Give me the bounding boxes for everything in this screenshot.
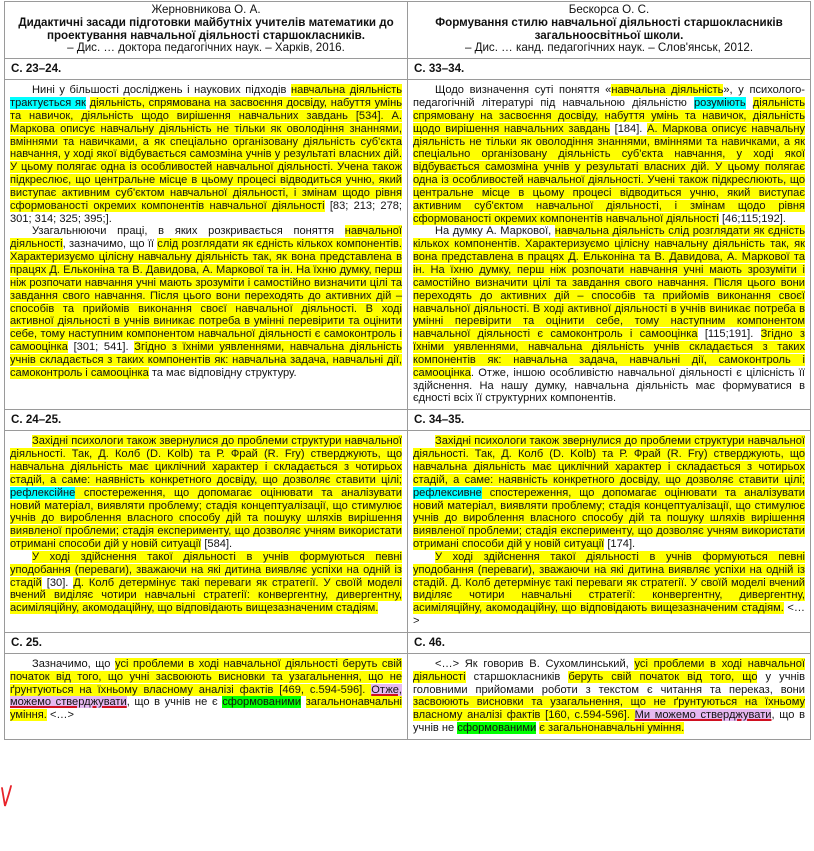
paragraph xyxy=(413,225,805,405)
text-row-1 xyxy=(5,80,811,410)
right-page-ref: С. 46. xyxy=(408,632,811,653)
page-row-2 xyxy=(5,410,811,431)
right-text-cell xyxy=(408,80,811,410)
paragraph xyxy=(10,435,402,551)
highlighted-text: навчальна діяльність слід розглядати як єдність кількох компонентів. Характеризуємо цілісну навчальну діяльність так, як вона представлена в працях Д. Ельконіна та В. Давидова, А. Маркової та ін. На їхню думку, перш ніж розпочати навчання учні мають зрозуміти і самостійно визначити цілі та завдання свого навчання. Після цього вони переходять до активних дій – способів та прийомів виконання своєї навчальної діяльності. В ході активної діяльності в учнів виникає потреба в умінні перевірити та оцінити себе, тому наступним компонентом навчальної діяльності є самоконтроль і самооцінка xyxy=(413,225,806,341)
highlighted-text: А. Маркова описує навчальну діяльність не тільки як оволодіння знаннями, вміннями та навичками, а як спеціально організовану діяльність суб'єкта навчання, у ході якої відбувається самозміна учнів у результаті власних дій. У цьому полягає одна із особливостей навчальної діяльності. Учені також підкреслюють, що центральне місце в цьому процесі відводиться учню, який виступає активним суб'єктом навчальної діяльності, і змінам щодо рівня сформованості окремих компонентів навчальної діяльності xyxy=(413,122,806,225)
text-segment: [83; 213; 278; 301; 314; 325; 395;]. xyxy=(10,199,403,225)
text-segment: [584]. xyxy=(201,538,233,551)
text-segment: <…> Як говорив В. Сухомлинський, xyxy=(435,657,635,670)
highlighted-text: навчальної діяльності xyxy=(10,225,402,251)
highlighted-text: Західні психологи також звернулися до проблеми структури навчальної діяльності. Так, Д. Колб (D. Kolb) та Р. Фрай (R. Fry) стверджують, що навчальна діяльність має циклічний характер і складається з чотирьох стадій, а саме: наявність конкретного досвіду, що дозволяє ставити цілі; xyxy=(10,435,402,486)
text-segment: . Отже, іншою особливістю навчальної діяльності є цілісність її здійснення. На нашу думку, навчальна діяльність має формуватися в єдності всіх її структурних компонентів. xyxy=(413,366,805,405)
left-page-ref: С. 25. xyxy=(5,632,408,653)
highlighted-text: усі проблеми в ході навчальної діяльності беруть свій початок від того, що учні засвоюють висновки та узагальнення, що не ґрунтуються на їхньому власному аналізі фактів xyxy=(10,657,403,696)
text-segment: [301; 541]. xyxy=(67,341,135,354)
highlighted-text: сформованими xyxy=(457,722,537,735)
highlighted-text: [469, с.594-596]. xyxy=(273,683,372,696)
paragraph xyxy=(10,84,402,225)
right-source: – Дис. … канд. педагогічних наук. – Слов'янськ, 2012. xyxy=(464,41,754,55)
highlighted-text: спостереження, що допомагає оцінювати та аналізувати новий матеріал, виявляти проблему; стадія концептуалізації, що стимулює учнів до вироблення власного способу дій та пошуку шляхів вирішення виявленої проблеми; стадія експерименту, що дозволяє учням використати отримані способи дій у новій ситуації xyxy=(413,486,805,551)
page-row-1 xyxy=(5,59,811,80)
text-segment: Нині у більшості досліджень і наукових підходів xyxy=(32,84,291,97)
text-row-3 xyxy=(5,653,811,739)
paragraph xyxy=(10,551,402,615)
highlighted-text: беруть свій початок від того, що xyxy=(568,670,758,683)
paragraph xyxy=(10,658,402,722)
text-segment: у учнів головними прийомами роботи з текстом є читання та переказ, вони xyxy=(413,670,805,696)
highlighted-text: Д. Колб детермінує такі переваги як стратегії. У своїй моделі вчений виділяє чотири навчальні стратегії: конвергентну, дивергентну, асиміляційну, акомодаційну, що відповідають вищезазначеним стадіям. xyxy=(10,576,402,615)
text-segment: [46;115;192]. xyxy=(718,212,786,225)
highlighted-text: навчальна діяльність xyxy=(290,84,402,97)
highlighted-text: слід розглядати як єдність кількох компонентів. Характеризуємо цілісну навчальну діяльність так, як вона представлена в працях Д. Ельконіна та В. Давидова, А. Маркової та ін. На їхню думку, перш ніж розпочати навчання учні мають зрозуміти і самостійно визначити цілі та завдання свого навчання. Після цього вони переходять до активних дій – способів та прийомів виконання своєї навчальної діяльності. В ході активної діяльності в учнів виникає потреба в умінні перевірити та оцінити себе, тому наступним компонентом навчальної діяльності є самоконтроль і самооцінка xyxy=(10,238,402,354)
left-author: Жерновникова О. А. xyxy=(151,3,261,16)
text-segment: Узагальнюючи праці, в яких розкривається поняття xyxy=(32,225,345,238)
right-page-ref: С. 34–35. xyxy=(408,410,811,431)
text-segment: », у психолого-педагогічній літературі під навчальною діяльністю xyxy=(413,84,805,110)
paragraph xyxy=(413,435,805,551)
right-author: Бескорса О. С. xyxy=(568,3,650,16)
text-segment xyxy=(746,97,753,109)
highlighted-text xyxy=(75,487,84,499)
highlighted-text: Ми можемо стверджувати xyxy=(634,709,772,722)
left-page-ref: С. 23–24. xyxy=(5,59,408,80)
header-row xyxy=(5,2,811,59)
paragraph xyxy=(413,84,805,225)
text-segment: <…> xyxy=(413,602,805,628)
text-segment: [30]. xyxy=(41,576,74,589)
highlighted-text: рефлексивне xyxy=(413,486,482,499)
left-text-cell xyxy=(5,431,408,633)
highlighted-text: Згідно з їхніми уявленнями, навчальна діяльність учнів складається з таких компонентів як: навчальна задача, навчальні дії, самоконтроль і самооцінка xyxy=(413,328,805,379)
text-segment: старшокласників xyxy=(465,670,569,683)
comparison-table xyxy=(4,1,811,740)
highlighted-text: Отже, можемо стверджувати xyxy=(10,683,402,709)
highlighted-text xyxy=(482,487,490,499)
left-source: – Дис. … доктора педагогічних наук. – Харків, 2016. xyxy=(67,41,345,55)
highlighted-text: сформованими xyxy=(222,696,302,709)
right-text-cell xyxy=(408,431,811,633)
paragraph xyxy=(413,658,805,735)
left-text-cell xyxy=(5,80,408,410)
text-segment: Зазначимо, що xyxy=(32,657,116,670)
text-segment: [184]. xyxy=(609,122,648,135)
paragraph xyxy=(413,551,805,628)
text-segment: [115;191]. xyxy=(697,328,761,341)
handwritten-check-mark xyxy=(0,782,12,812)
text-segment: , що в учнів не є xyxy=(126,696,223,709)
highlighted-text: рефлексійне xyxy=(10,486,76,499)
highlighted-text: У ході здійснення такої діяльності в учнів формуються певні уподобання (переваги), зважаючи на які дитина виявляє успіхи на одній із стадій. Д. Колб детермінує такі переваги як стратегії. У своїй моделі вчений виділяє чотири навчальні стратегії: конвергентну, дивергентну, асиміляційну, акомодаційну, що відповідають вищезазначеним стадіям. xyxy=(413,550,805,615)
highlighted-text: загальнонавчальні уміння. xyxy=(10,696,402,722)
text-row-2 xyxy=(5,431,811,633)
highlighted-text: Згідно з їхніми уявленнями, навчальна діяльність учнів складається з таких компонентів як: навчальна задача, навчальні дії, самоконтроль і самооцінка xyxy=(10,341,402,379)
highlighted-text: У ході здійснення такої діяльності в учнів формуються певні уподобання (переваги), зважаючи на які дитина виявляє успіхи на одній із стадій xyxy=(10,550,402,589)
page-row-3 xyxy=(5,632,811,653)
left-text-cell xyxy=(5,653,408,739)
text-segment: [174]. xyxy=(604,538,636,551)
highlighted-text: навчальна діяльність xyxy=(611,84,724,97)
right-text-cell xyxy=(408,653,811,739)
text-segment: та має відповідну структуру. xyxy=(148,366,297,379)
highlighted-text: діяльність, спрямована на засвоєння досвіду, набуття умінь та навичок, діяльність щодо вирішення навчальних завдань [534]. А. Маркова описує навчальну діяльність не тільки як оволодіння знаннями, вміннями та навичками, а як спеціально організовану діяльність суб'єкта навчання, у ході якої відбувається самозміна учнів у результаті власних дій. У цьому полягає одна із особливостей навчальної діяльності. Учена також підкреслює, що центральне місце в цьому процесі відводиться учню, який виступає активним суб'єктом навчальної діяльності, і змінам щодо рівня сформованості окремих компонентів навчальної діяльності xyxy=(10,97,403,212)
highlighted-text: усі проблеми в ході навчальної діяльності xyxy=(413,657,805,683)
right-header xyxy=(408,2,811,59)
left-header xyxy=(5,2,408,59)
highlighted-text: Західні психологи також звернулися до проблеми структури навчальної діяльності. Так, Д. Колб (D. Kolb) та Р. Фрай (R. Fry) стверджують, що навчальна діяльність має циклічний характер і складається з чотирьох стадій, а саме: наявність конкретного досвіду, що дозволяє ставити цілі; xyxy=(413,435,805,486)
highlighted-text: трактується як xyxy=(10,97,86,110)
left-page-ref: С. 24–25. xyxy=(5,410,408,431)
right-title: Формування стилю навчальної діяльності старшокласників загальноосвітньої школи. xyxy=(435,15,783,42)
text-segment: <…> xyxy=(46,709,74,722)
text-segment: Щодо визначення суті поняття « xyxy=(435,84,612,97)
text-segment: На думку А. Маркової, xyxy=(435,225,555,238)
text-segment: , зазначимо, що її xyxy=(62,238,158,251)
paragraph xyxy=(10,225,402,379)
highlighted-text: діяльність спрямовану на засвоєння досвіду, набуття умінь та навичок, діяльність щодо вирішення навчальних завдань xyxy=(413,97,805,135)
left-title: Дидактичні засади підготовки майбутніх учителів математики до проектування навчальної діяльності старшокласників. xyxy=(18,15,394,42)
highlighted-text: засвоюють висновки та узагальнення, що не ґрунтуються на їхньому власному аналізі фактів xyxy=(413,696,805,722)
highlighted-text: є загальнонавчальні уміння. xyxy=(539,722,685,735)
right-page-ref: С. 33–34. xyxy=(408,59,811,80)
highlighted-text: [160, с.594-596]. xyxy=(540,709,635,722)
highlighted-text: розуміють xyxy=(694,97,746,110)
text-segment: , що в учнів не xyxy=(413,709,805,735)
highlighted-text: спостереження, що допомагає оцінювати та аналізувати новий матеріал, виявляти проблему; стадія концептуалізації, що стимулює учнів до вироблення власного способу дій та пошуку шляхів вирішення виявленої проблеми; стадія експерименту, що дозволяє учням використати отримані способи дій у новій ситуації xyxy=(10,486,402,551)
